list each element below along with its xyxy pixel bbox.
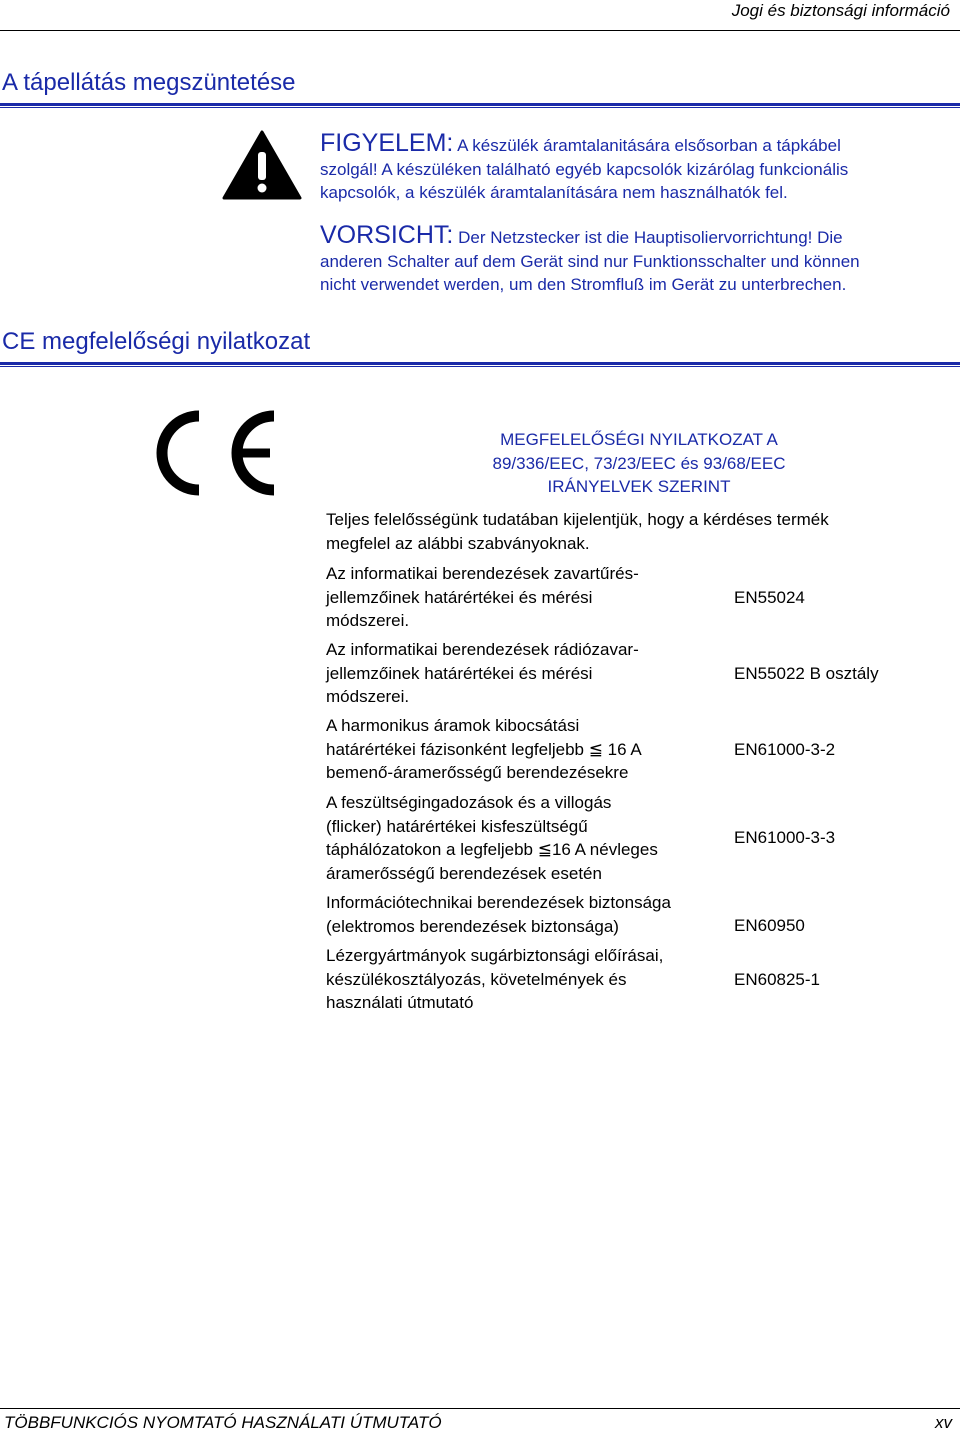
standard-line: A feszültségingadozások és a villogás — [326, 793, 612, 812]
standard-line: készülékosztályozás, követelmények és — [326, 969, 627, 989]
warning-hu-lead: FIGYELEM: — [320, 129, 454, 157]
standard-line: Lézergyártmányok sugárbiztonsági előírásai, — [326, 946, 664, 965]
intro-line: megfelel az alábbi szabványoknak. — [326, 533, 590, 553]
standard-line: A harmonikus áramok kibocsátási — [326, 716, 580, 735]
standard-code: EN60825-1 — [734, 969, 821, 989]
declaration-title-line: MEGFELELŐSÉGI NYILATKOZAT A — [500, 430, 778, 449]
warning-de-lead: VORSICHT: — [320, 221, 454, 249]
standard-description — [326, 714, 734, 785]
section-title-power: A tápellátás megszüntetése — [2, 69, 296, 96]
standard-description — [326, 944, 734, 1015]
standard-line: (elektromos berendezések biztonsága) — [326, 916, 619, 936]
running-header: Jogi és biztonsági információ — [731, 1, 950, 20]
standard-line: bemenő-áramerősségű berendezésekre — [326, 763, 629, 782]
standard-code: EN61000-3-2 — [734, 739, 836, 759]
page-number: xv — [935, 1413, 952, 1432]
declaration-title-line: 89/336/EEC, 73/23/EEC és 93/68/EEC — [492, 453, 786, 473]
standard-row — [326, 714, 946, 785]
warning-hu-line: A készülék áramtalanitására elsősorban a tápkábel — [457, 136, 841, 155]
standard-line: (flicker) határértékei kisfeszültségű — [326, 816, 588, 836]
standard-code: EN60950 — [734, 916, 805, 936]
standard-code: EN55024 — [734, 587, 805, 607]
warning-de-line: nicht verwendet werden, um den Stromfluß im Gerät zu unterbrechen. — [320, 275, 847, 294]
declaration-intro — [326, 508, 936, 555]
standard-description — [326, 891, 734, 938]
section-title-ce: CE megfelelőségi nyilatkozat — [2, 328, 311, 355]
standard-code: EN55022 B osztály — [734, 663, 879, 683]
footer-rule — [0, 1408, 960, 1409]
standard-line: módszerei. — [326, 611, 410, 630]
intro-line: Teljes felelősségünk tudatában kijelentjük, hogy a kérdéses termék — [326, 510, 829, 529]
standard-line: módszerei. — [326, 687, 410, 706]
section-rule-power — [0, 103, 960, 108]
standard-line: Az informatikai berendezések zavartűrés- — [326, 564, 639, 583]
standard-description — [326, 562, 734, 633]
standard-row — [326, 562, 946, 633]
standard-code: EN61000-3-3 — [734, 828, 836, 848]
standard-line: táphálózatokon a legfeljebb ≦16 A névleges — [326, 840, 658, 859]
warning-de-line: Der Netzstecker ist die Hauptisoliervorrichtung! Die — [458, 228, 843, 247]
standard-description — [326, 791, 734, 885]
ce-mark-logo — [152, 408, 280, 498]
warning-de — [320, 221, 945, 297]
standard-row — [326, 944, 946, 1015]
warning-de-line: anderen Schalter auf dem Gerät sind nur Funktionsschalter und können — [320, 251, 860, 271]
warning-hu — [320, 129, 945, 205]
standard-row — [326, 891, 946, 938]
standard-line: áramerősségű berendezések esetén — [326, 863, 602, 883]
warning-hu-line: kapcsolók, a készülék áramtalanítására nem használhatók fel. — [320, 183, 788, 202]
warning-hu-line: szolgál! A készüléken található egyéb kapcsolók kizárólag funkcionális — [320, 159, 849, 179]
declaration-title-line: IRÁNYELVEK SZERINT — [547, 477, 731, 496]
standard-line: jellemzőinek határértékei és mérési — [326, 587, 593, 607]
header-rule — [0, 30, 960, 31]
declaration-title — [340, 428, 938, 499]
standard-line: jellemzőinek határértékei és mérési — [326, 663, 593, 683]
standard-line: használati útmutató — [326, 993, 474, 1012]
warning-icon — [222, 130, 302, 200]
standard-line: Az informatikai berendezések rádiózavar- — [326, 640, 639, 659]
standard-line: Információtechnikai berendezések biztonsága — [326, 893, 671, 912]
standard-row — [326, 638, 946, 709]
standard-line: határértékei fázisonként legfeljebb ≦ 16 A — [326, 739, 642, 759]
standard-description — [326, 638, 734, 709]
standard-row — [326, 791, 946, 885]
section-rule-ce — [0, 362, 960, 367]
footer-manual-title: TÖBBFUNKCIÓS NYOMTATÓ HASZNÁLATI ÚTMUTATÓ — [4, 1413, 442, 1432]
